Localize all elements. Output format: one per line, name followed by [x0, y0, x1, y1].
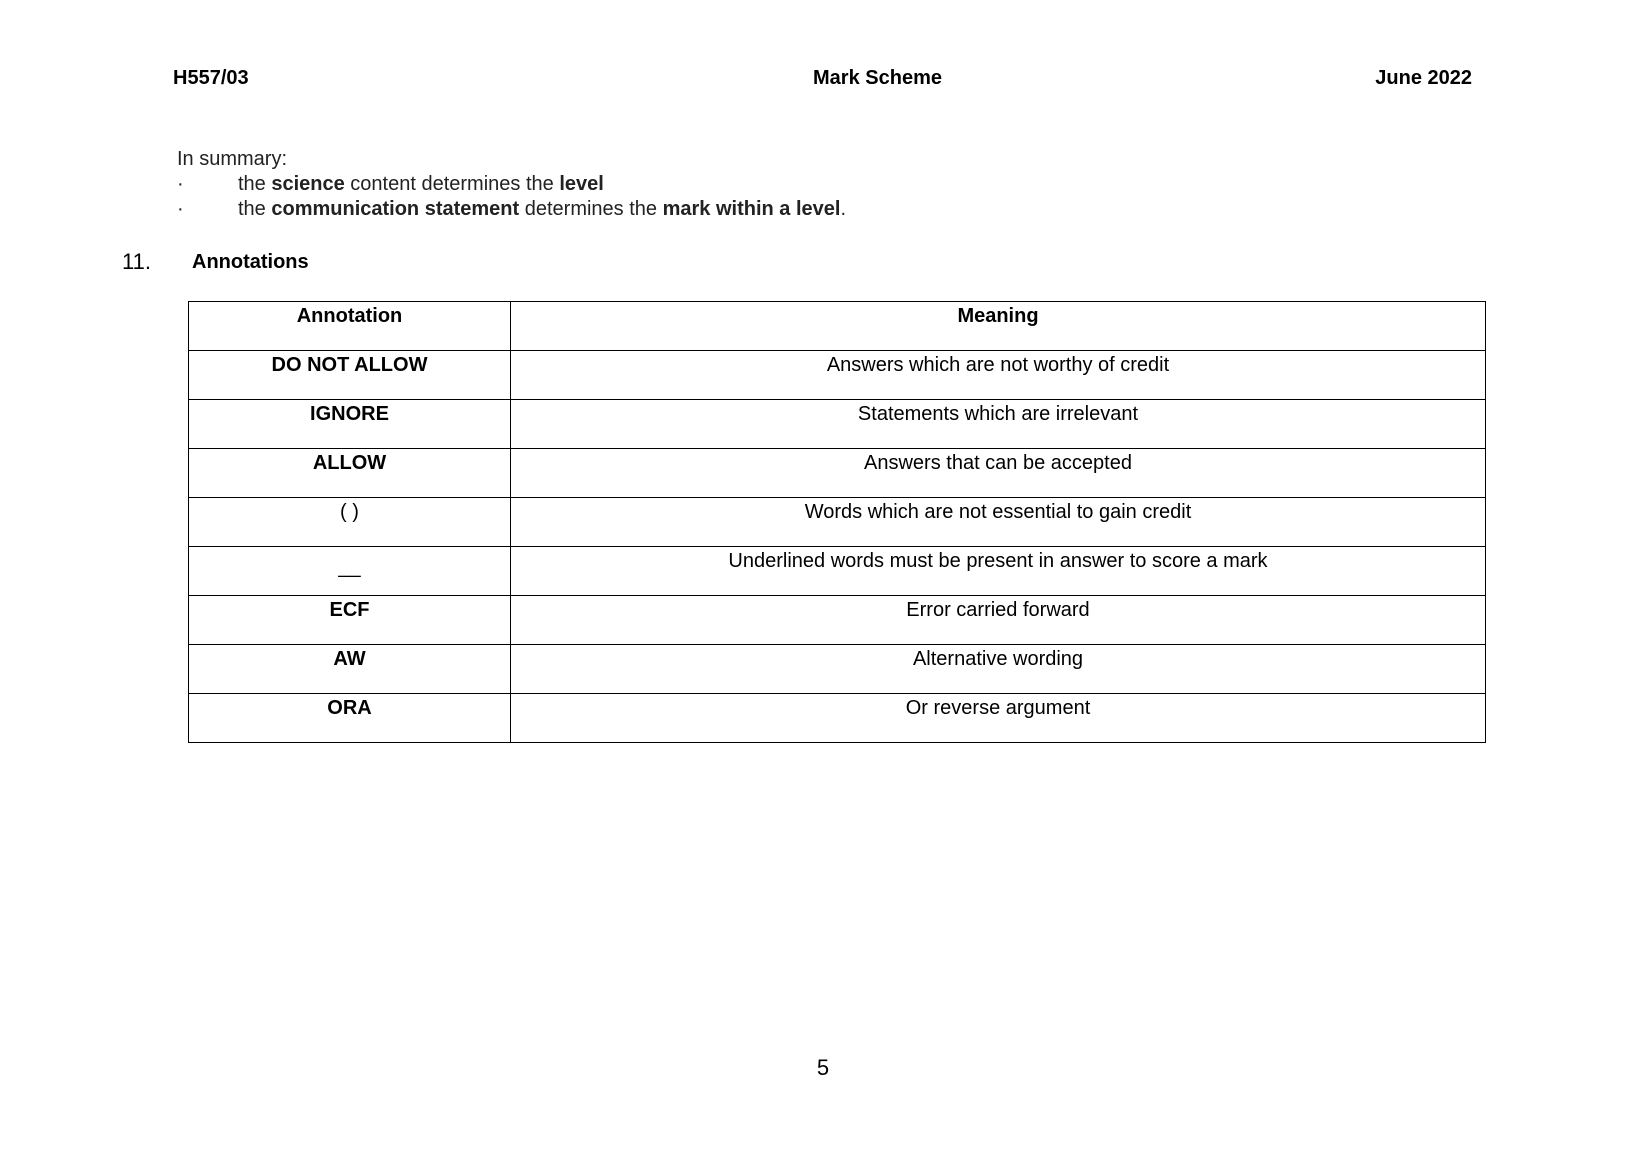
meaning-cell: Underlined words must be present in answer to score a mark	[511, 547, 1486, 596]
header-paper-code: H557/03	[173, 67, 249, 89]
meaning-cell: Alternative wording	[511, 645, 1486, 694]
text-run: the	[238, 173, 272, 195]
table-row	[189, 547, 1486, 596]
bullet-dot: ·	[177, 198, 184, 220]
text-run: .	[840, 198, 847, 220]
table-header-row	[189, 302, 1486, 351]
summary-block	[177, 147, 846, 222]
annotation-cell: IGNORE	[189, 400, 511, 449]
meaning-cell: Or reverse argument	[511, 694, 1486, 743]
meaning-cell: Answers that can be accepted	[511, 449, 1486, 498]
meaning-cell: Error carried forward	[511, 596, 1486, 645]
table-row	[189, 449, 1486, 498]
emphasis-science: science	[271, 173, 345, 195]
text-run: the	[238, 198, 272, 220]
column-header-annotation: Annotation	[189, 302, 511, 351]
annotation-cell: DO NOT ALLOW	[189, 351, 511, 400]
annotation-cell: ORA	[189, 694, 511, 743]
bullet-dot: ·	[177, 173, 184, 195]
meaning-cell: Answers which are not worthy of credit	[511, 351, 1486, 400]
table-body	[189, 351, 1486, 743]
table-row	[189, 645, 1486, 694]
annotation-cell: ( )	[189, 498, 511, 547]
emphasis-level: level	[559, 173, 604, 195]
emphasis-communication-statement: communication statement	[271, 198, 520, 220]
annotation-cell: __	[189, 547, 511, 596]
annotations-table	[188, 301, 1486, 743]
bullet-text	[177, 198, 846, 220]
column-header-meaning: Meaning	[511, 302, 1486, 351]
text-run: determines the	[519, 198, 663, 220]
section-number: 11.	[122, 249, 151, 274]
table-row	[189, 351, 1486, 400]
meaning-cell: Words which are not essential to gain credit	[511, 498, 1486, 547]
section-title: Annotations	[192, 251, 309, 273]
page-number: 5	[816, 1055, 830, 1080]
annotation-cell: ECF	[189, 596, 511, 645]
annotation-cell: AW	[189, 645, 511, 694]
table-row	[189, 694, 1486, 743]
summary-bullet-1	[177, 172, 846, 197]
header-document-title: Mark Scheme	[813, 67, 942, 89]
header-exam-date: June 2022	[1375, 67, 1472, 89]
text-run: content determines the	[344, 173, 560, 195]
table-row	[189, 498, 1486, 547]
meaning-cell: Statements which are irrelevant	[511, 400, 1486, 449]
annotation-cell: ALLOW	[189, 449, 511, 498]
summary-intro: In summary:	[177, 148, 288, 170]
emphasis-mark-within-level: mark within a level	[662, 198, 841, 220]
table-row	[189, 596, 1486, 645]
summary-bullet-2	[177, 197, 846, 222]
table-row	[189, 400, 1486, 449]
bullet-text	[177, 173, 604, 195]
